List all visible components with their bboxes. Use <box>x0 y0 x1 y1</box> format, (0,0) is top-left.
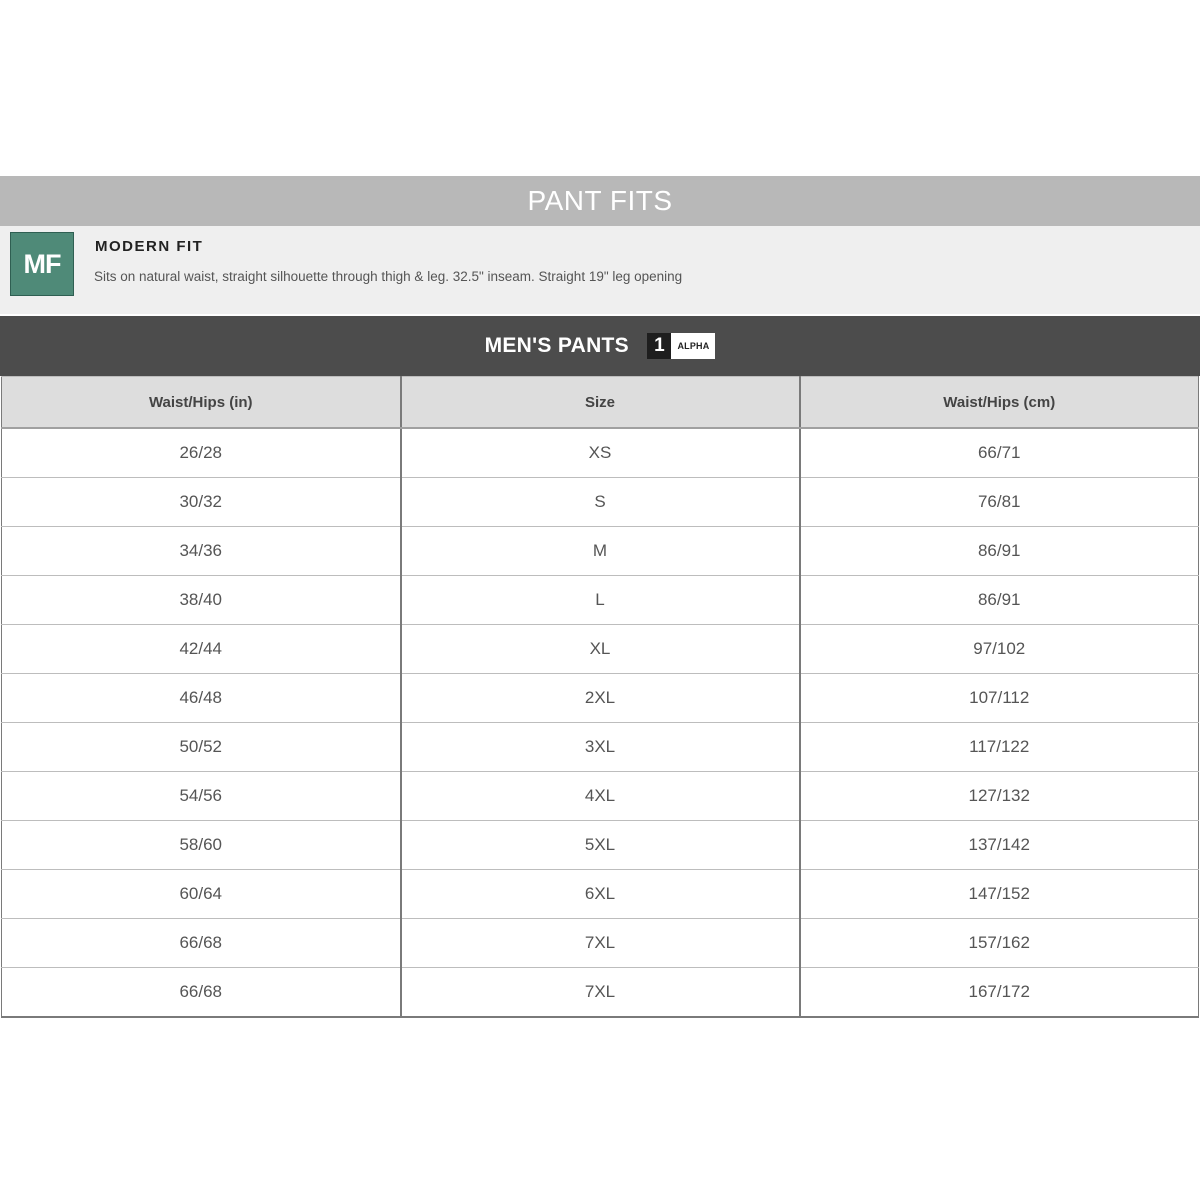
cell-waist-in: 26/28 <box>2 428 401 478</box>
size-chart-table <box>1 376 1199 1018</box>
pant-fits-banner <box>0 176 1200 226</box>
size-tag-label: ALPHA <box>671 333 715 359</box>
cell-waist-in: 54/56 <box>2 772 401 821</box>
table-row <box>2 968 1199 1018</box>
table-row <box>2 527 1199 576</box>
column-header-waist-cm: Waist/Hips (cm) <box>800 377 1199 429</box>
cell-waist-cm: 157/162 <box>800 919 1199 968</box>
cell-waist-in: 30/32 <box>2 478 401 527</box>
cell-size: M <box>401 527 800 576</box>
cell-size: 5XL <box>401 821 800 870</box>
cell-waist-in: 66/68 <box>2 919 401 968</box>
cell-waist-in: 50/52 <box>2 723 401 772</box>
cell-waist-in: 58/60 <box>2 821 401 870</box>
fit-description: Sits on natural waist, straight silhouette through thigh & leg. 32.5" inseam. Straight 19" leg opening <box>94 269 683 284</box>
cell-waist-in: 46/48 <box>2 674 401 723</box>
table-row <box>2 674 1199 723</box>
table-row <box>2 772 1199 821</box>
cell-waist-cm: 76/81 <box>800 478 1199 527</box>
cell-size: 7XL <box>401 919 800 968</box>
cell-size: 7XL <box>401 968 800 1018</box>
fit-title: MODERN FIT <box>95 238 204 255</box>
table-row <box>2 870 1199 919</box>
cell-size: 6XL <box>401 870 800 919</box>
cell-size: 3XL <box>401 723 800 772</box>
column-header-size: Size <box>401 377 800 429</box>
cell-size: 4XL <box>401 772 800 821</box>
banner-title: PANT FITS <box>527 185 673 216</box>
table-row <box>2 723 1199 772</box>
cell-waist-in: 34/36 <box>2 527 401 576</box>
modern-fit-badge: MF <box>10 232 74 296</box>
mens-pants-title: MEN'S PANTS <box>484 334 629 357</box>
table-row <box>2 821 1199 870</box>
size-tag-number: 1 <box>647 333 671 359</box>
cell-size: XS <box>401 428 800 478</box>
cell-size: 2XL <box>401 674 800 723</box>
table-row <box>2 625 1199 674</box>
alpha-size-tag <box>647 333 715 359</box>
table-row <box>2 428 1199 478</box>
cell-waist-cm: 117/122 <box>800 723 1199 772</box>
cell-waist-in: 38/40 <box>2 576 401 625</box>
cell-waist-cm: 127/132 <box>800 772 1199 821</box>
cell-waist-cm: 137/142 <box>800 821 1199 870</box>
table-row <box>2 478 1199 527</box>
cell-size: L <box>401 576 800 625</box>
cell-waist-cm: 86/91 <box>800 527 1199 576</box>
table-row <box>2 919 1199 968</box>
cell-waist-cm: 167/172 <box>800 968 1199 1018</box>
table-header-row <box>2 377 1199 429</box>
cell-waist-in: 60/64 <box>2 870 401 919</box>
modern-fit-row <box>0 226 1200 314</box>
cell-waist-cm: 107/112 <box>800 674 1199 723</box>
column-header-waist-in: Waist/Hips (in) <box>2 377 401 429</box>
cell-waist-cm: 147/152 <box>800 870 1199 919</box>
table-row <box>2 576 1199 625</box>
cell-waist-cm: 66/71 <box>800 428 1199 478</box>
mens-pants-header <box>0 316 1200 376</box>
cell-waist-in: 66/68 <box>2 968 401 1018</box>
cell-waist-in: 42/44 <box>2 625 401 674</box>
cell-size: XL <box>401 625 800 674</box>
cell-size: S <box>401 478 800 527</box>
cell-waist-cm: 86/91 <box>800 576 1199 625</box>
cell-waist-cm: 97/102 <box>800 625 1199 674</box>
